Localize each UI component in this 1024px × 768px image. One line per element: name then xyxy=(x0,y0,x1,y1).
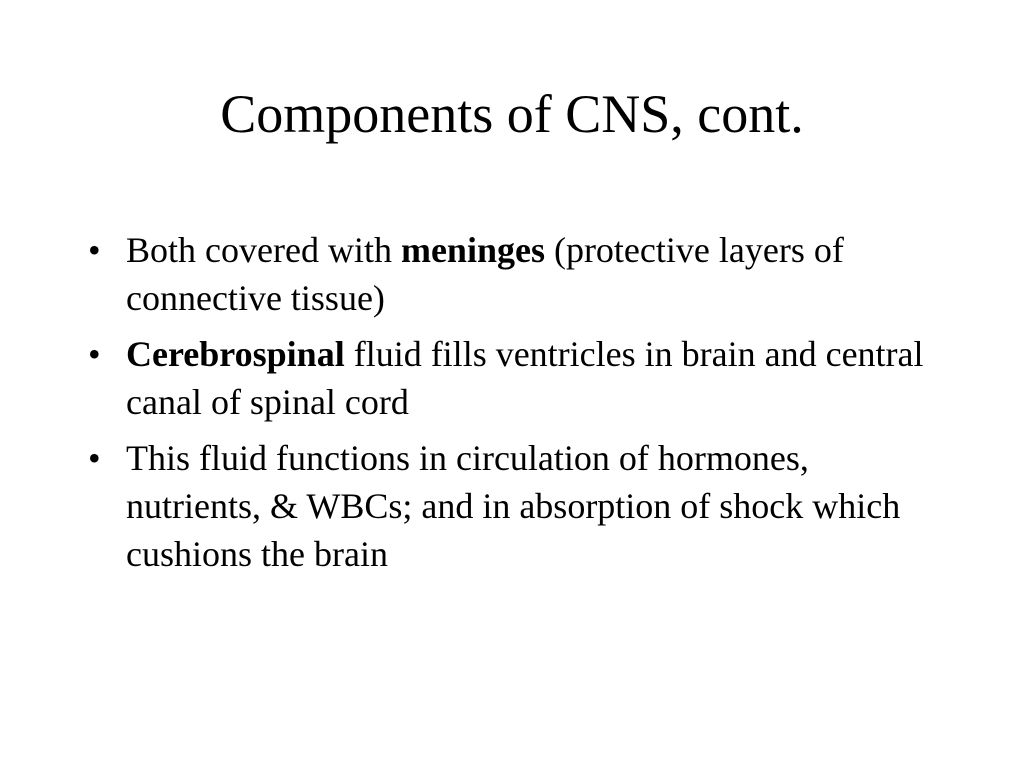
bullet-text-bold: Cerebrospinal xyxy=(126,334,345,374)
bullet-list xyxy=(88,226,948,586)
bullet-item xyxy=(88,434,948,578)
bullet-item xyxy=(88,330,948,426)
bullet-dot-icon: • xyxy=(88,438,101,478)
slide-title: Components of CNS, cont. xyxy=(220,84,804,144)
bullet-item xyxy=(88,226,948,322)
bullet-dot-icon: • xyxy=(88,334,101,374)
bullet-text-before: This fluid functions in circulation of hormones, nutrients, & WBCs; and in absorption of shock which cushions the brain xyxy=(126,438,901,574)
bullet-text-after: (protective layers of connective tissue) xyxy=(126,230,844,318)
bullet-text-before: Both covered with xyxy=(126,230,401,270)
bullet-text-after: fluid fills ventricles in brain and central canal of spinal cord xyxy=(126,334,924,422)
bullet-text-bold: meninges xyxy=(400,230,545,270)
bullet-dot-icon: • xyxy=(88,230,101,270)
